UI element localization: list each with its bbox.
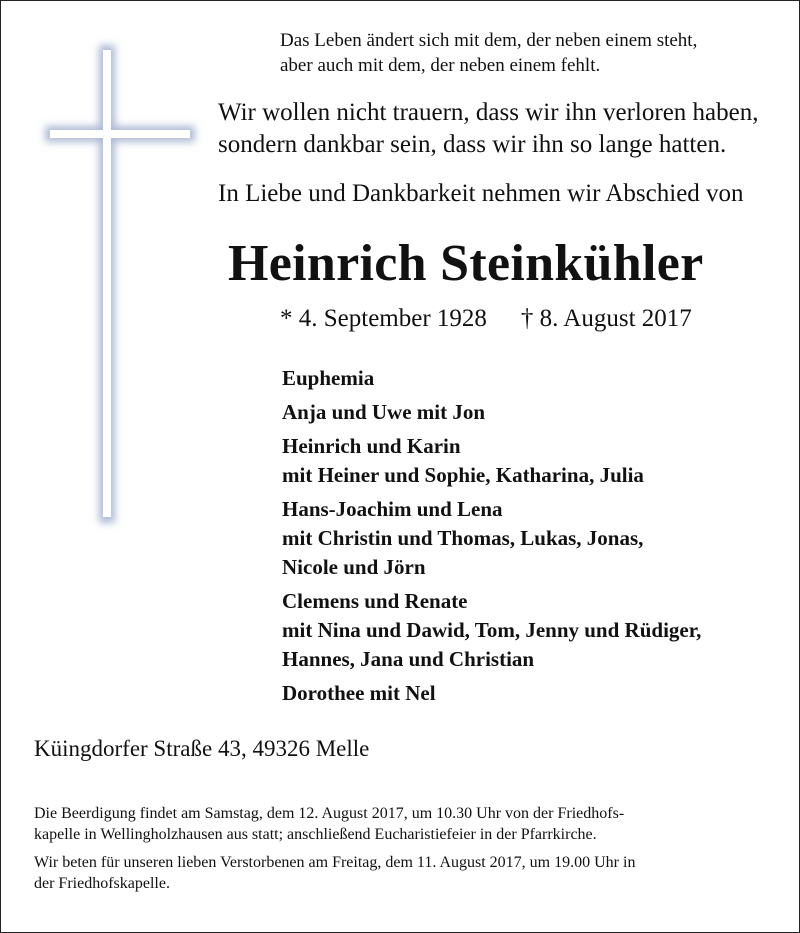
family-line: Hans-Joachim und Lena: [282, 497, 503, 521]
family-line: mit Heiner und Sophie, Katharina, Julia: [282, 463, 644, 487]
prayer-notice: [34, 852, 774, 894]
notice-line: Wir beten für unseren lieben Verstorbenen am Freitag, dem 11. August 2017, um 19.00 Uhr in: [34, 854, 636, 871]
motto-line: Das Leben ändert sich mit dem, der neben einem steht,: [280, 30, 698, 51]
family-group: [282, 432, 701, 490]
family-line: Heinrich und Karin: [282, 434, 461, 458]
family-line: Anja und Uwe mit Jon: [282, 400, 486, 424]
motto-line: aber auch mit dem, der neben einem fehlt.: [280, 55, 601, 76]
family-group: [282, 495, 701, 582]
life-dates: [280, 303, 692, 335]
deceased-name: Heinrich Steinkühler: [228, 235, 704, 292]
quote-line: Wir wollen nicht trauern, dass wir ihn verloren haben,: [218, 99, 759, 126]
funeral-notice: [34, 803, 774, 845]
family-group: [282, 398, 701, 427]
notice-line: der Friedhofskapelle.: [34, 875, 170, 892]
family-line: Nicole und Jörn: [282, 555, 426, 579]
quote-line: sondern dankbar sein, dass wir ihn so lange hatten.: [218, 131, 727, 158]
family-line: Euphemia: [282, 366, 375, 390]
death-date: † 8. August 2017: [520, 305, 692, 332]
family-line: mit Christin und Thomas, Lukas, Jonas,: [282, 526, 644, 550]
family-group: [282, 364, 701, 393]
motto: [280, 28, 697, 78]
family-line: Clemens und Renate: [282, 589, 468, 613]
service-notices: [34, 803, 774, 901]
notice-line: Die Beerdigung findet am Samstag, dem 12. August 2017, um 10.30 Uhr von der Friedhofs-: [34, 805, 625, 822]
family-list: [282, 364, 701, 713]
family-group: [282, 679, 701, 708]
family-group: [282, 587, 701, 674]
family-line: mit Nina und Dawid, Tom, Jenny und Rüdiger,: [282, 618, 702, 642]
quote: [218, 97, 759, 161]
address: Küingdorfer Straße 43, 49326 Melle: [34, 736, 370, 761]
family-line: Dorothee mit Nel: [282, 681, 436, 705]
notice-line: kapelle in Wellingholzhausen aus statt; anschließend Eucharistiefeier in der Pfarrkirche.: [34, 826, 597, 843]
family-line: Hannes, Jana und Christian: [282, 647, 535, 671]
intro-text: In Liebe und Dankbarkeit nehmen wir Abschied von: [218, 180, 744, 207]
birth-date: * 4. September 1928: [280, 305, 487, 332]
